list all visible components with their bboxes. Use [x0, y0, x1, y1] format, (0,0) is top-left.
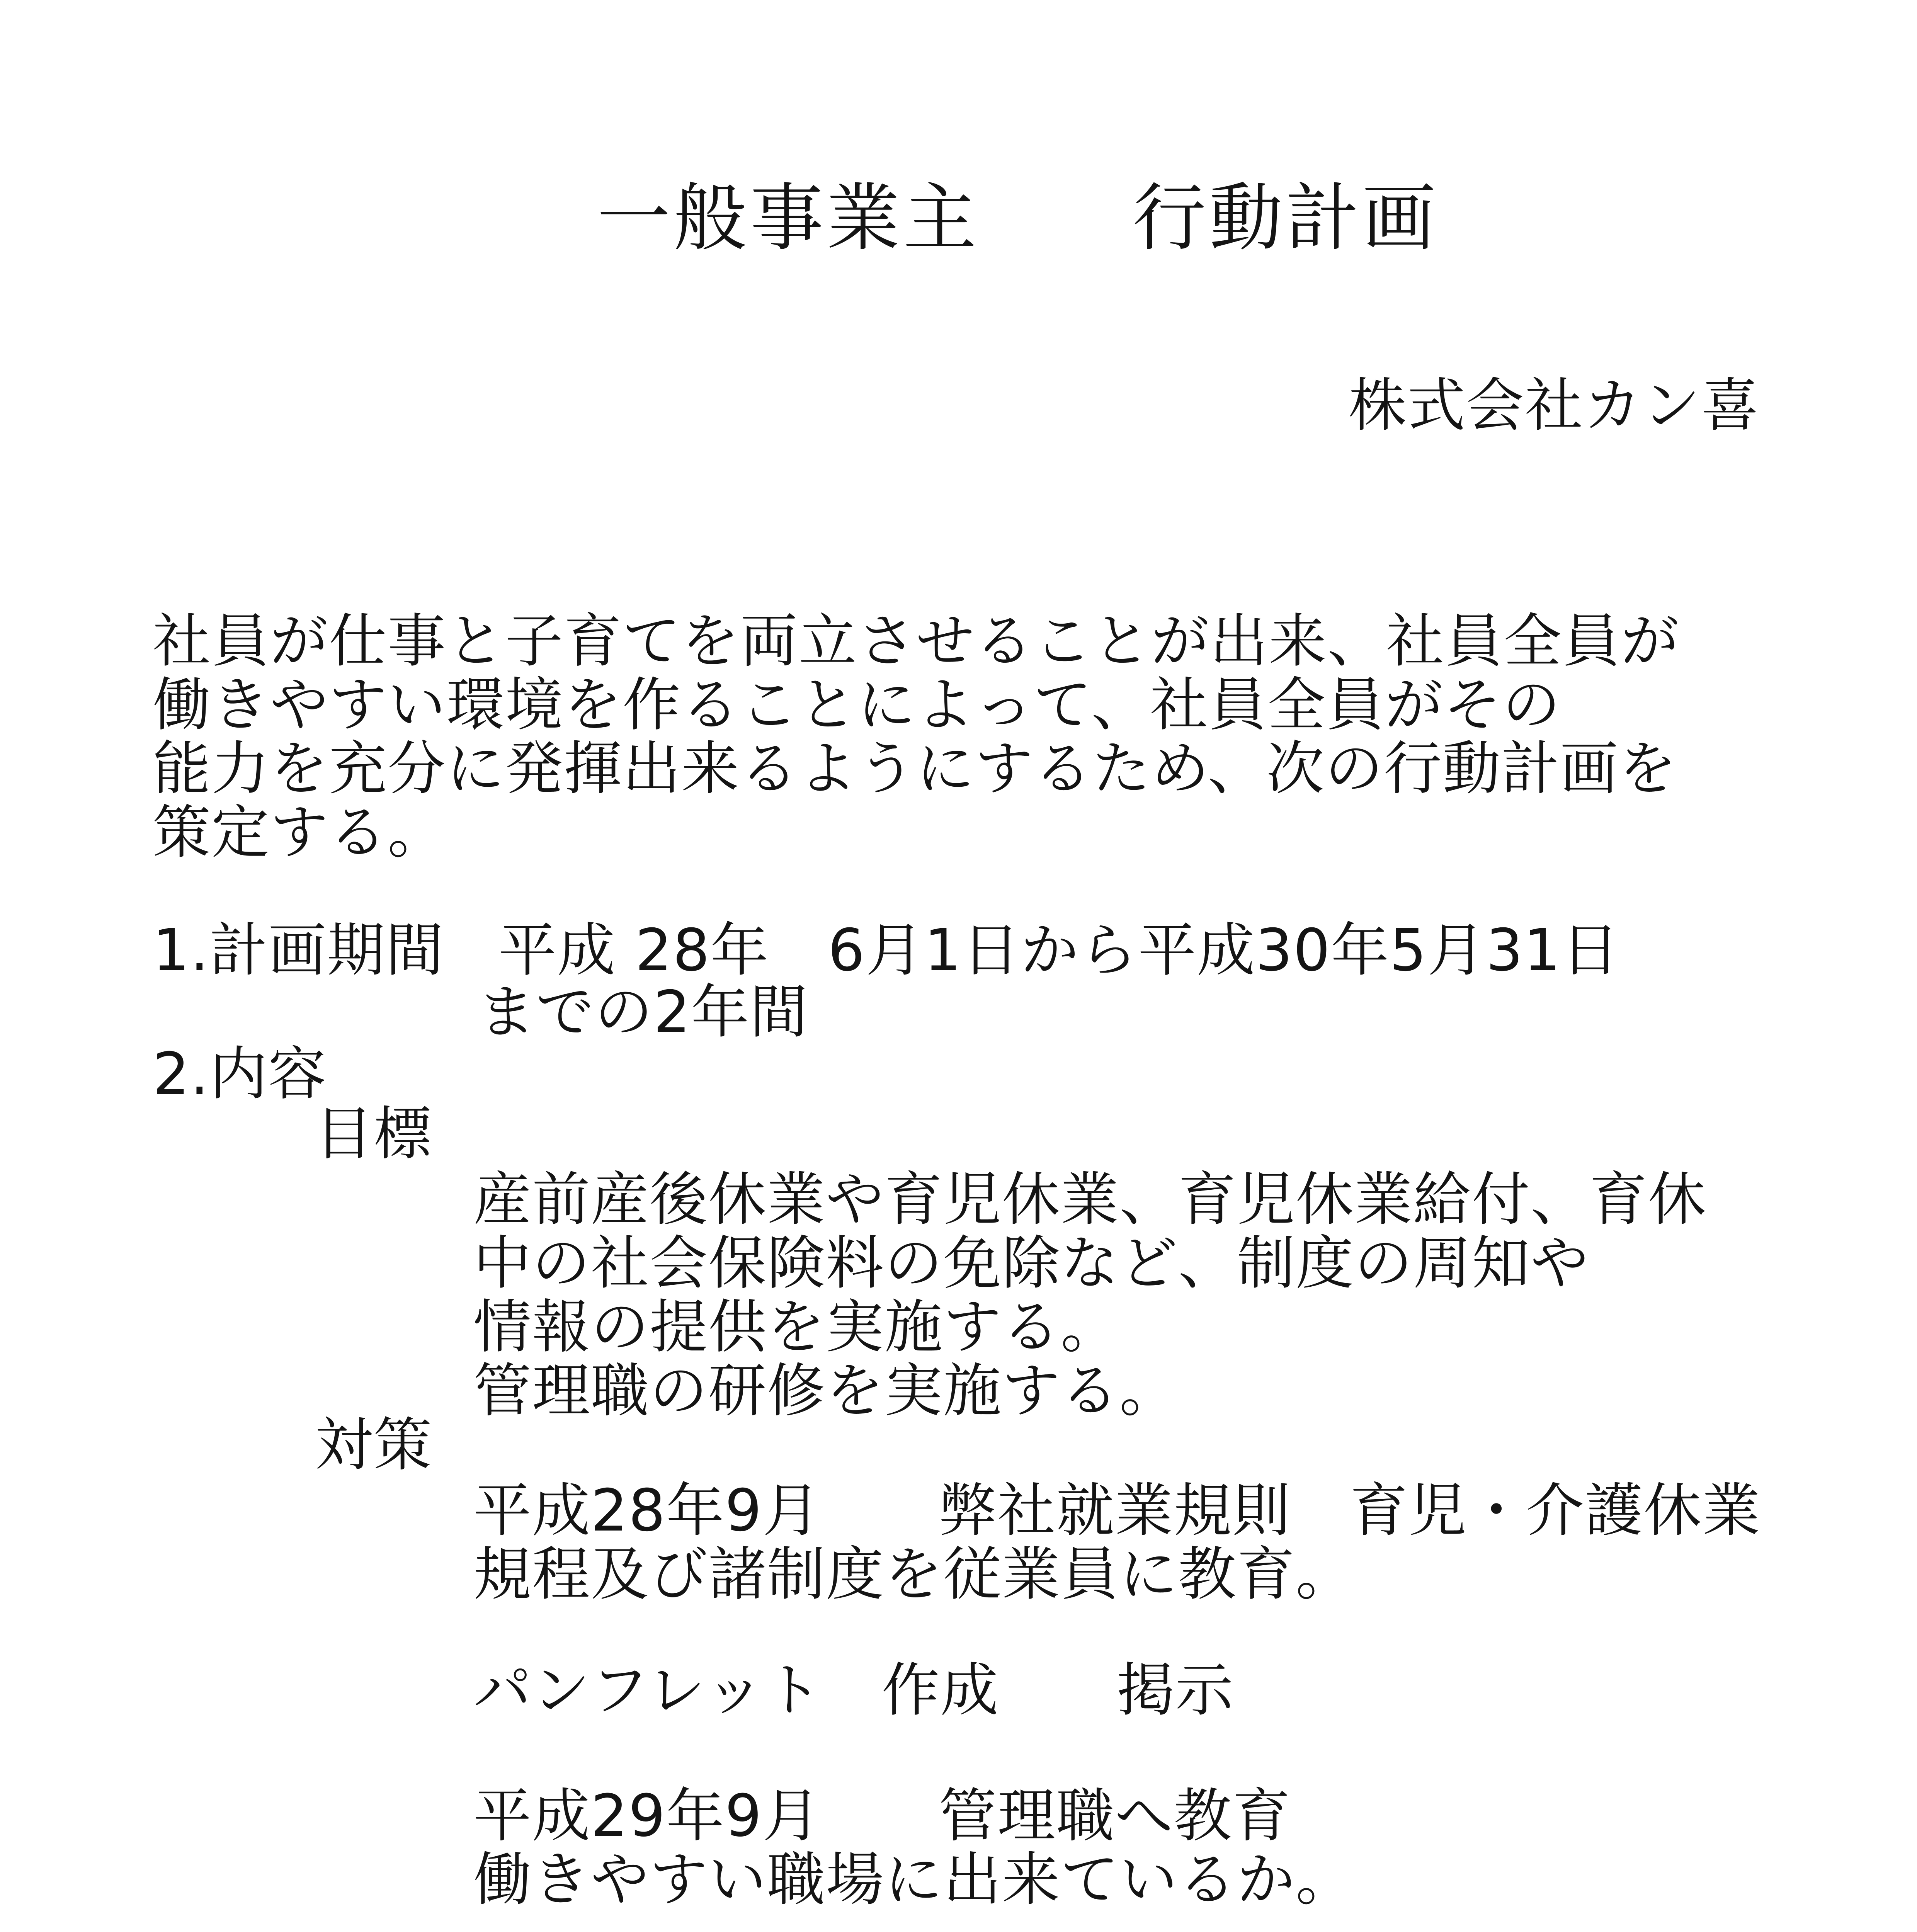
measures-block3-line-2: 働きやすい職場に出来ているか。 [473, 1846, 1355, 1913]
goal-line-2: 中の社会保険料の免除など、制度の周知や [473, 1230, 1590, 1297]
document-title: 一般事業主 行動計画 [597, 175, 1439, 261]
intro-line-2: 働きやすい環境を作ることによって、社員全員がその [153, 672, 1561, 739]
measures-block1-line-1: 平成28年9月 弊社就業規則 育児・介護休業 [473, 1477, 1761, 1544]
intro-line-4: 策定する。 [153, 799, 447, 866]
goal-line-3: 情報の提供を実施する。 [473, 1294, 1120, 1361]
intro-line-3: 能力を充分に発揮出来るようにするため、次の行動計画を [153, 735, 1678, 803]
measures-block3-line-1: 平成29年9月 管理職へ教育 [473, 1782, 1291, 1850]
measures-block2: パンフレット 作成 掲示 [473, 1657, 1234, 1724]
measures-label: 対策 [315, 1412, 433, 1479]
goal-line-4: 管理職の研修を実施する。 [473, 1357, 1179, 1425]
measures-block1-line-2: 規程及び諸制度を従業員に教育。 [473, 1541, 1355, 1608]
goal-line-1: 産前産後休業や育児休業、育児休業給付、育休 [473, 1166, 1707, 1233]
section2-label: 2.内容 [153, 1041, 327, 1108]
intro-line-1: 社員が仕事と子育てを両立させることが出来、社員全員が [153, 608, 1680, 675]
section1-label: 1.計画期間 [153, 917, 445, 984]
company-name: 株式会社カン喜 [1349, 372, 1760, 439]
plan-period-line-1: 平成 28年 6月1日から平成30年5月31日 [498, 917, 1620, 984]
plan-period-line-2: までの2年間 [477, 979, 809, 1046]
goal-label: 目標 [315, 1100, 433, 1168]
